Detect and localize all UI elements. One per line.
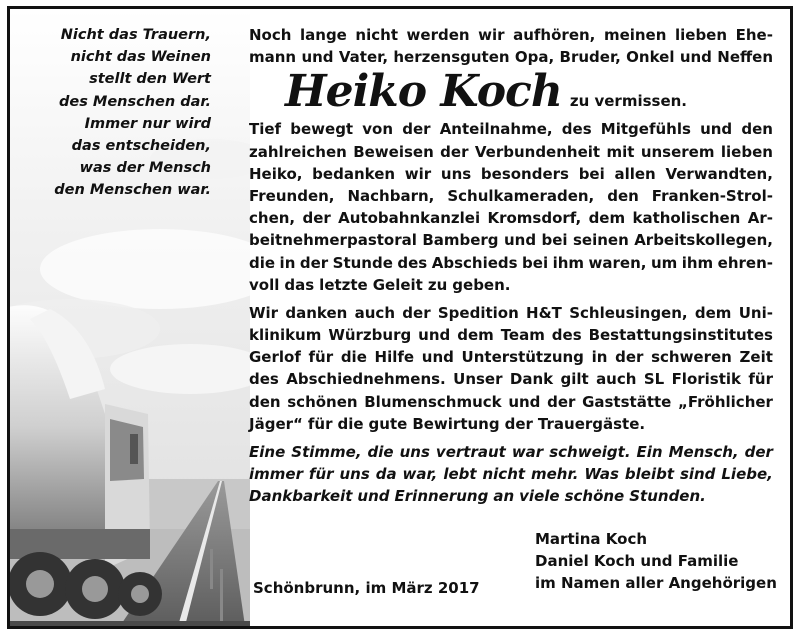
word: die: [249, 253, 276, 272]
word: Gerlof: [249, 348, 301, 367]
word: und: [679, 48, 712, 67]
word: den: [249, 392, 281, 411]
word: allen: [614, 164, 656, 183]
word: Eine: [249, 443, 286, 461]
word: Wir: [249, 303, 279, 322]
signature-line: Martina Koch: [535, 530, 648, 548]
word: lieben: [674, 26, 728, 44]
word: Zeit: [739, 348, 773, 367]
word: und: [418, 326, 451, 345]
word: Stunde: [332, 253, 393, 272]
word: uns: [339, 465, 370, 484]
word: die: [367, 443, 394, 461]
notice-text-column: [249, 24, 773, 508]
quote-line: des Menschen dar.: [59, 93, 211, 110]
signature-line: im Namen aller Angehörigen: [535, 574, 777, 593]
signature-block: [535, 528, 777, 595]
text-line: [249, 229, 773, 251]
word: lange: [300, 26, 347, 44]
text-line: [249, 207, 773, 229]
quote-line: das entscheiden,: [71, 138, 211, 155]
word: bei: [578, 164, 605, 183]
text-line: [249, 185, 773, 207]
word: bei: [522, 253, 549, 272]
word: Jäger“: [249, 414, 303, 433]
word: Arbeitskollegen,: [634, 231, 773, 250]
word: klinikum: [249, 326, 322, 345]
word: der: [440, 142, 469, 161]
word: bewegt: [290, 120, 354, 139]
word: besonders: [480, 164, 569, 183]
word: Heiko,: [249, 164, 303, 183]
word: Würzburg: [328, 326, 412, 345]
word: das: [284, 275, 315, 294]
word: uns: [440, 164, 472, 183]
word: schönen: [287, 392, 358, 411]
word: voll: [249, 275, 280, 294]
word: katholischen: [632, 209, 741, 228]
word: Ein: [636, 443, 663, 461]
word: den: [607, 186, 639, 205]
word: bei: [541, 231, 568, 250]
word: Dankbarkeit: [249, 487, 353, 506]
word: den: [741, 120, 773, 139]
word: Autobahnkanzlei: [338, 209, 481, 228]
word: Hilfe: [374, 348, 415, 367]
word: zahlreichen: [249, 142, 347, 161]
text-line: [249, 252, 773, 274]
word: seinen: [572, 231, 629, 250]
word: Kromsdorf,: [487, 209, 582, 228]
word: auch: [596, 370, 637, 389]
word: schweren: [651, 348, 732, 367]
word: Stunden.: [629, 487, 706, 506]
deceased-name-row: [249, 66, 773, 118]
word: des: [551, 326, 582, 345]
word: Blumenschmuck: [364, 392, 502, 411]
quote-line: Nicht das Trauern,: [60, 27, 211, 43]
word: der: [744, 443, 773, 461]
word: mann: [249, 48, 297, 67]
word: dem: [457, 326, 494, 345]
word: ehren-: [717, 253, 773, 272]
memorial-quote: [19, 24, 211, 202]
word: und: [301, 48, 334, 67]
word: Stimme,: [291, 443, 362, 461]
text-line: [249, 485, 773, 507]
word: Abschieds: [431, 253, 518, 272]
word: bedanken: [312, 164, 396, 183]
word: beitnehmerpastoral: [249, 231, 417, 250]
word: lieben: [720, 142, 773, 161]
word: wir: [404, 164, 432, 183]
intro-line: [249, 46, 773, 68]
word: der: [547, 392, 576, 411]
word: Unterstützung: [461, 348, 584, 367]
word: Bewirtung: [412, 414, 500, 433]
signature-line: Daniel Koch und Familie: [535, 552, 739, 571]
word: des: [561, 120, 592, 139]
word: Floristik: [671, 370, 742, 389]
text-line: [249, 141, 773, 163]
word: Geleit: [372, 275, 423, 294]
quote-line: stellt den Wert: [89, 71, 211, 88]
word: Beweisen: [353, 142, 434, 161]
word: wir: [478, 26, 505, 44]
word: immer: [249, 465, 303, 484]
text-line: [249, 118, 773, 140]
word: dem: [694, 303, 732, 322]
text-line: [249, 463, 773, 485]
word: Tief: [249, 120, 282, 139]
word: unserem: [640, 142, 715, 161]
word: Ehe-: [735, 26, 773, 44]
word: H&T: [526, 303, 562, 322]
word: der: [615, 348, 644, 367]
quote-line: nicht das Weinen: [70, 49, 211, 66]
text-line: [249, 324, 773, 346]
word: an: [493, 487, 515, 506]
text-line: [249, 274, 773, 296]
text-line: [249, 346, 773, 368]
word: Trauergäste.: [537, 414, 646, 433]
word: die: [340, 348, 367, 367]
word: Bruder,: [559, 48, 621, 67]
deceased-name: Heiko Koch: [285, 66, 562, 118]
word: Schleusingen,: [569, 303, 688, 322]
word: für: [307, 414, 333, 433]
word: dem: [588, 209, 626, 228]
intro-line: [249, 24, 773, 46]
word: auch: [354, 303, 395, 322]
word: und: [503, 231, 537, 250]
word: der: [402, 120, 431, 139]
text-line: [249, 302, 773, 324]
word: der: [402, 303, 431, 322]
word: und: [508, 392, 541, 411]
word: herzensguten: [393, 48, 510, 67]
word: Gaststätte: [582, 392, 672, 411]
word: werden: [406, 26, 470, 44]
thanks-paragraph-1: [249, 118, 773, 296]
word: Freunden,: [249, 186, 335, 205]
word: nicht: [482, 465, 526, 484]
word: meinen: [603, 26, 667, 44]
word: gute: [368, 414, 408, 433]
word: für: [308, 465, 334, 484]
word: Was: [584, 465, 619, 484]
word: Onkel: [626, 48, 675, 67]
word: „Fröhlicher: [678, 392, 773, 411]
word: zu: [427, 275, 448, 294]
word: sind: [679, 465, 716, 484]
word: Anteilnahme,: [439, 120, 553, 139]
word: da: [375, 465, 397, 484]
text-line: [249, 391, 773, 413]
word: Unser: [453, 370, 503, 389]
word: und: [421, 348, 454, 367]
word: mehr.: [530, 465, 579, 484]
word: letzte: [319, 275, 368, 294]
word: bleibt: [624, 465, 674, 484]
word: Nachbarn,: [347, 186, 435, 205]
word: für: [748, 370, 773, 389]
word: Bestattungsinstitutes: [588, 326, 773, 345]
word: des: [397, 253, 428, 272]
word: Abschiednehmens.: [286, 370, 446, 389]
word: Team: [500, 326, 545, 345]
word: gilt: [560, 370, 589, 389]
word: Uni-: [738, 303, 773, 322]
word: chen,: [249, 209, 296, 228]
word: vertraut: [435, 443, 506, 461]
word: viele: [519, 487, 560, 506]
word: aufhören,: [513, 26, 596, 44]
word: war: [511, 443, 544, 461]
word: schöne: [564, 487, 625, 506]
word: Mensch,: [668, 443, 739, 461]
word: Liebe,: [721, 465, 773, 484]
word: SL: [643, 370, 665, 389]
word: die: [337, 414, 364, 433]
quote-line: den Menschen war.: [54, 182, 211, 199]
word: der: [299, 253, 329, 272]
word: Noch: [249, 26, 292, 44]
word: von: [362, 120, 394, 139]
word: nicht: [355, 26, 398, 44]
word: Verwandten,: [665, 164, 773, 183]
word: Schulkameraden,: [447, 186, 595, 205]
obituary-notice: [7, 6, 793, 629]
word: uns: [399, 443, 430, 461]
name-suffix: zu vermissen.: [569, 92, 688, 111]
word: in: [279, 253, 296, 272]
word: und: [357, 487, 390, 506]
text-line: [249, 441, 773, 463]
word: Dank: [509, 370, 554, 389]
word: waren,: [588, 253, 647, 272]
word: Mitgefühls: [600, 120, 691, 139]
word: und: [700, 120, 733, 139]
word: der: [302, 209, 331, 228]
word: war,: [402, 465, 438, 484]
word: danken: [285, 303, 348, 322]
word: Erinnerung: [394, 487, 489, 506]
word: in: [591, 348, 608, 367]
word: Bamberg: [422, 231, 499, 250]
word: Opa,: [514, 48, 555, 67]
word: Ar-: [747, 209, 773, 228]
word: geben.: [452, 275, 511, 294]
word: lebt: [443, 465, 477, 484]
quote-line: Immer nur wird: [84, 115, 211, 132]
word: für: [308, 348, 334, 367]
word: Verbundenheit: [474, 142, 601, 161]
place-and-date: Schönbrunn, im März 2017: [253, 579, 480, 597]
text-line: [249, 413, 773, 435]
word: um: [650, 253, 678, 272]
word: ihm: [552, 253, 585, 272]
word: schweigt.: [549, 443, 631, 461]
closing-paragraph: [249, 441, 773, 508]
quote-line: was der Mensch: [79, 160, 211, 177]
text-line: [249, 368, 773, 390]
word: Franken-Strol-: [651, 186, 773, 205]
thanks-paragraph-2: [249, 302, 773, 435]
word: Neffen: [717, 48, 773, 67]
word: des: [249, 370, 279, 389]
word: mit: [606, 142, 635, 161]
word: der: [504, 414, 533, 433]
text-line: [249, 163, 773, 185]
word: Spedition: [437, 303, 519, 322]
word: Vater,: [338, 48, 389, 67]
word: ihm: [681, 253, 714, 272]
